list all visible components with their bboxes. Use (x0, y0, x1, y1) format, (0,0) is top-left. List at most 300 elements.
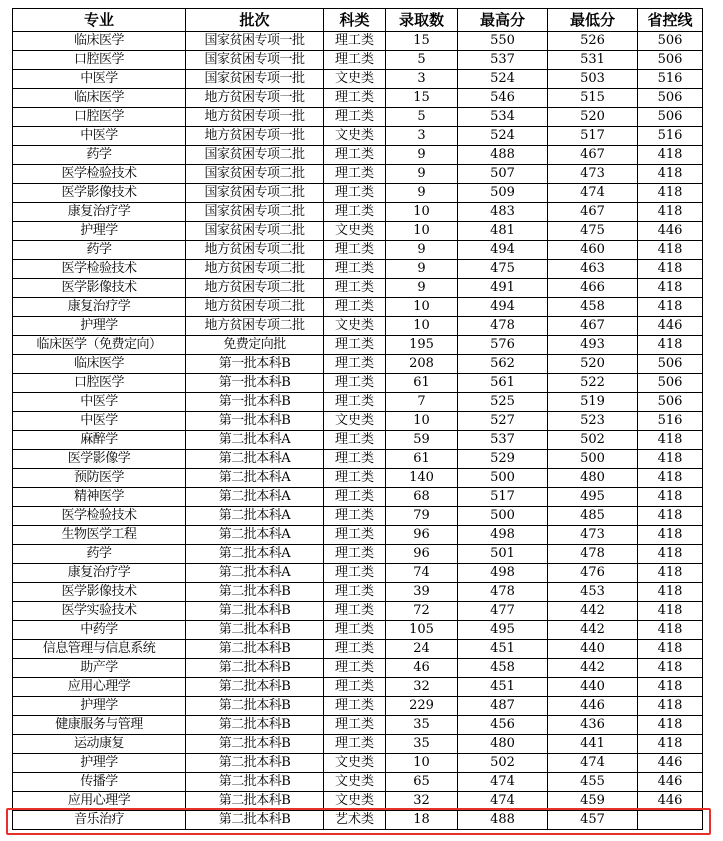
header-batch: 批次 (186, 9, 324, 32)
cell-max-score: 458 (458, 659, 548, 678)
table-row (13, 89, 703, 108)
table-row (13, 526, 703, 545)
cell-max-score: 487 (458, 697, 548, 716)
cell-min-score: 480 (548, 469, 638, 488)
cell-max-score: 474 (458, 773, 548, 792)
cell-control-line: 506 (638, 51, 703, 70)
cell-category: 理工类 (324, 336, 386, 355)
cell-major: 中医学 (13, 127, 186, 146)
cell-enrolled: 140 (386, 469, 458, 488)
cell-batch: 第二批本科B (186, 659, 324, 678)
table-row (13, 545, 703, 564)
cell-control-line: 446 (638, 754, 703, 773)
cell-major: 中医学 (13, 412, 186, 431)
cell-enrolled: 10 (386, 222, 458, 241)
table-row (13, 469, 703, 488)
table-row (13, 374, 703, 393)
cell-batch: 第二批本科A (186, 545, 324, 564)
cell-control-line: 418 (638, 165, 703, 184)
cell-min-score: 474 (548, 184, 638, 203)
cell-category: 理工类 (324, 51, 386, 70)
cell-batch: 第二批本科B (186, 678, 324, 697)
cell-batch: 第二批本科B (186, 792, 324, 811)
table-row (13, 488, 703, 507)
cell-max-score: 483 (458, 203, 548, 222)
table-row (13, 507, 703, 526)
cell-enrolled: 15 (386, 32, 458, 51)
cell-major: 药学 (13, 241, 186, 260)
cell-major: 医学影像学 (13, 450, 186, 469)
cell-enrolled: 79 (386, 507, 458, 526)
cell-control-line: 418 (638, 298, 703, 317)
cell-max-score: 481 (458, 222, 548, 241)
cell-max-score: 480 (458, 735, 548, 754)
header-max-score: 最高分 (458, 9, 548, 32)
cell-max-score: 477 (458, 602, 548, 621)
cell-enrolled: 24 (386, 640, 458, 659)
cell-control-line: 506 (638, 108, 703, 127)
cell-control-line: 446 (638, 773, 703, 792)
cell-enrolled: 96 (386, 526, 458, 545)
cell-min-score: 463 (548, 260, 638, 279)
cell-min-score: 531 (548, 51, 638, 70)
cell-enrolled: 5 (386, 108, 458, 127)
cell-max-score: 529 (458, 450, 548, 469)
table-row (13, 355, 703, 374)
cell-min-score: 466 (548, 279, 638, 298)
cell-max-score: 550 (458, 32, 548, 51)
cell-min-score: 441 (548, 735, 638, 754)
cell-max-score: 562 (458, 355, 548, 374)
cell-enrolled: 208 (386, 355, 458, 374)
cell-max-score: 501 (458, 545, 548, 564)
cell-batch: 第二批本科B (186, 811, 324, 830)
cell-max-score: 524 (458, 127, 548, 146)
cell-major: 护理学 (13, 697, 186, 716)
cell-control-line: 446 (638, 317, 703, 336)
cell-min-score: 473 (548, 526, 638, 545)
cell-batch: 地方贫困专项一批 (186, 89, 324, 108)
cell-category: 理工类 (324, 89, 386, 108)
cell-category: 理工类 (324, 393, 386, 412)
cell-batch: 第一批本科B (186, 374, 324, 393)
cell-major: 预防医学 (13, 469, 186, 488)
cell-min-score: 473 (548, 165, 638, 184)
cell-major: 临床医学 (13, 89, 186, 108)
cell-min-score: 440 (548, 678, 638, 697)
cell-max-score: 576 (458, 336, 548, 355)
cell-max-score: 524 (458, 70, 548, 89)
header-major: 专业 (13, 9, 186, 32)
cell-category: 理工类 (324, 146, 386, 165)
cell-category: 理工类 (324, 431, 386, 450)
cell-max-score: 451 (458, 678, 548, 697)
cell-category: 文史类 (324, 792, 386, 811)
cell-min-score: 478 (548, 545, 638, 564)
cell-control-line: 506 (638, 32, 703, 51)
cell-control-line: 418 (638, 678, 703, 697)
cell-min-score: 519 (548, 393, 638, 412)
cell-max-score: 534 (458, 108, 548, 127)
table-row (13, 697, 703, 716)
cell-major: 康复治疗学 (13, 298, 186, 317)
cell-category: 理工类 (324, 621, 386, 640)
cell-max-score: 537 (458, 51, 548, 70)
cell-enrolled: 32 (386, 792, 458, 811)
cell-batch: 地方贫困专项一批 (186, 108, 324, 127)
cell-major: 中医学 (13, 70, 186, 89)
cell-min-score: 467 (548, 203, 638, 222)
cell-enrolled: 61 (386, 374, 458, 393)
cell-control-line (638, 811, 703, 830)
cell-min-score: 446 (548, 697, 638, 716)
cell-category: 理工类 (324, 184, 386, 203)
cell-category: 理工类 (324, 108, 386, 127)
table-row (13, 583, 703, 602)
cell-max-score: 495 (458, 621, 548, 640)
cell-enrolled: 9 (386, 260, 458, 279)
cell-min-score: 453 (548, 583, 638, 602)
cell-enrolled: 61 (386, 450, 458, 469)
cell-min-score: 517 (548, 127, 638, 146)
cell-control-line: 418 (638, 146, 703, 165)
cell-control-line: 418 (638, 640, 703, 659)
table-row (13, 165, 703, 184)
cell-min-score: 485 (548, 507, 638, 526)
cell-major: 信息管理与信息系统 (13, 640, 186, 659)
table-row (13, 640, 703, 659)
cell-major: 传播学 (13, 773, 186, 792)
cell-control-line: 418 (638, 431, 703, 450)
cell-batch: 国家贫困专项二批 (186, 146, 324, 165)
cell-enrolled: 59 (386, 431, 458, 450)
cell-enrolled: 65 (386, 773, 458, 792)
cell-major: 医学影像技术 (13, 583, 186, 602)
cell-control-line: 418 (638, 545, 703, 564)
cell-max-score: 494 (458, 241, 548, 260)
cell-batch: 第二批本科B (186, 716, 324, 735)
cell-major: 药学 (13, 146, 186, 165)
cell-min-score: 467 (548, 317, 638, 336)
cell-min-score: 476 (548, 564, 638, 583)
cell-batch: 地方贫困专项二批 (186, 260, 324, 279)
cell-major: 医学检验技术 (13, 165, 186, 184)
cell-category: 理工类 (324, 32, 386, 51)
cell-category: 理工类 (324, 488, 386, 507)
cell-control-line: 506 (638, 374, 703, 393)
cell-category: 理工类 (324, 716, 386, 735)
cell-control-line: 418 (638, 526, 703, 545)
table-row (13, 70, 703, 89)
cell-min-score: 458 (548, 298, 638, 317)
cell-control-line: 418 (638, 583, 703, 602)
cell-enrolled: 105 (386, 621, 458, 640)
cell-control-line: 418 (638, 621, 703, 640)
cell-max-score: 488 (458, 146, 548, 165)
cell-category: 理工类 (324, 640, 386, 659)
cell-category: 理工类 (324, 203, 386, 222)
table-row (13, 241, 703, 260)
cell-control-line: 418 (638, 716, 703, 735)
table-row (13, 450, 703, 469)
header-control-line: 省控线 (638, 9, 703, 32)
cell-category: 理工类 (324, 583, 386, 602)
cell-category: 文史类 (324, 412, 386, 431)
cell-major: 医学实验技术 (13, 602, 186, 621)
cell-category: 理工类 (324, 298, 386, 317)
cell-major: 药学 (13, 545, 186, 564)
cell-control-line: 516 (638, 70, 703, 89)
table-row (13, 203, 703, 222)
cell-batch: 第二批本科B (186, 754, 324, 773)
table-row (13, 298, 703, 317)
cell-enrolled: 9 (386, 184, 458, 203)
cell-category: 理工类 (324, 355, 386, 374)
cell-batch: 国家贫困专项二批 (186, 203, 324, 222)
cell-major: 健康服务与管理 (13, 716, 186, 735)
cell-major: 医学检验技术 (13, 507, 186, 526)
cell-major: 护理学 (13, 754, 186, 773)
cell-enrolled: 3 (386, 70, 458, 89)
cell-max-score: 527 (458, 412, 548, 431)
cell-max-score: 494 (458, 298, 548, 317)
cell-max-score: 498 (458, 526, 548, 545)
cell-min-score: 455 (548, 773, 638, 792)
cell-major: 医学影像技术 (13, 279, 186, 298)
cell-batch: 第二批本科A (186, 488, 324, 507)
cell-enrolled: 46 (386, 659, 458, 678)
cell-min-score: 495 (548, 488, 638, 507)
cell-batch: 第二批本科B (186, 773, 324, 792)
table-row (13, 431, 703, 450)
cell-category: 理工类 (324, 450, 386, 469)
cell-enrolled: 3 (386, 127, 458, 146)
cell-max-score: 500 (458, 469, 548, 488)
cell-category: 文史类 (324, 70, 386, 89)
cell-enrolled: 195 (386, 336, 458, 355)
cell-control-line: 418 (638, 488, 703, 507)
cell-max-score: 474 (458, 792, 548, 811)
cell-major: 医学检验技术 (13, 260, 186, 279)
table-body (13, 32, 703, 830)
cell-min-score: 502 (548, 431, 638, 450)
cell-max-score: 525 (458, 393, 548, 412)
cell-min-score: 520 (548, 108, 638, 127)
table-row (13, 317, 703, 336)
cell-control-line: 418 (638, 203, 703, 222)
cell-batch: 免费定向批 (186, 336, 324, 355)
cell-batch: 国家贫困专项一批 (186, 32, 324, 51)
cell-major: 护理学 (13, 222, 186, 241)
cell-enrolled: 9 (386, 241, 458, 260)
table-row (13, 279, 703, 298)
cell-category: 理工类 (324, 260, 386, 279)
cell-enrolled: 7 (386, 393, 458, 412)
cell-max-score: 507 (458, 165, 548, 184)
cell-major: 临床医学 (13, 355, 186, 374)
cell-batch: 国家贫困专项二批 (186, 184, 324, 203)
cell-major: 口腔医学 (13, 374, 186, 393)
cell-category: 理工类 (324, 735, 386, 754)
cell-batch: 地方贫困专项二批 (186, 298, 324, 317)
cell-category: 理工类 (324, 241, 386, 260)
cell-batch: 地方贫困专项二批 (186, 317, 324, 336)
cell-min-score: 459 (548, 792, 638, 811)
cell-batch: 第一批本科B (186, 412, 324, 431)
admission-score-table (12, 8, 703, 830)
table-row (13, 792, 703, 811)
cell-major: 中医学 (13, 393, 186, 412)
cell-min-score: 503 (548, 70, 638, 89)
cell-control-line: 506 (638, 393, 703, 412)
cell-category: 理工类 (324, 469, 386, 488)
cell-max-score: 478 (458, 583, 548, 602)
table-header-row (13, 9, 703, 32)
table-row (13, 412, 703, 431)
cell-min-score: 500 (548, 450, 638, 469)
cell-enrolled: 35 (386, 716, 458, 735)
cell-major: 精神医学 (13, 488, 186, 507)
cell-major: 音乐治疗 (13, 811, 186, 830)
cell-enrolled: 39 (386, 583, 458, 602)
cell-max-score: 517 (458, 488, 548, 507)
cell-batch: 地方贫困专项二批 (186, 241, 324, 260)
cell-control-line: 418 (638, 659, 703, 678)
cell-major: 口腔医学 (13, 108, 186, 127)
table-row (13, 222, 703, 241)
cell-major: 生物医学工程 (13, 526, 186, 545)
cell-control-line: 446 (638, 792, 703, 811)
table-row (13, 336, 703, 355)
cell-min-score: 442 (548, 602, 638, 621)
cell-enrolled: 10 (386, 412, 458, 431)
cell-category: 文史类 (324, 127, 386, 146)
cell-major: 康复治疗学 (13, 203, 186, 222)
cell-category: 理工类 (324, 659, 386, 678)
cell-max-score: 546 (458, 89, 548, 108)
cell-max-score: 500 (458, 507, 548, 526)
cell-enrolled: 10 (386, 203, 458, 222)
table-row (13, 773, 703, 792)
table-row (13, 659, 703, 678)
cell-category: 理工类 (324, 374, 386, 393)
header-enrolled: 录取数 (386, 9, 458, 32)
cell-max-score: 537 (458, 431, 548, 450)
cell-enrolled: 9 (386, 146, 458, 165)
cell-control-line: 418 (638, 564, 703, 583)
cell-control-line: 418 (638, 507, 703, 526)
cell-min-score: 474 (548, 754, 638, 773)
cell-min-score: 515 (548, 89, 638, 108)
cell-enrolled: 18 (386, 811, 458, 830)
cell-category: 文史类 (324, 222, 386, 241)
cell-batch: 第一批本科B (186, 393, 324, 412)
cell-category: 文史类 (324, 754, 386, 773)
cell-control-line: 418 (638, 602, 703, 621)
cell-control-line: 418 (638, 184, 703, 203)
cell-min-score: 493 (548, 336, 638, 355)
cell-batch: 第二批本科A (186, 450, 324, 469)
cell-category: 理工类 (324, 526, 386, 545)
cell-batch: 第二批本科A (186, 469, 324, 488)
cell-control-line: 506 (638, 355, 703, 374)
cell-control-line: 418 (638, 697, 703, 716)
cell-batch: 第二批本科A (186, 431, 324, 450)
table-row (13, 146, 703, 165)
cell-major: 麻醉学 (13, 431, 186, 450)
cell-batch: 第二批本科B (186, 602, 324, 621)
cell-max-score: 456 (458, 716, 548, 735)
table-row (13, 108, 703, 127)
table-row (13, 602, 703, 621)
cell-control-line: 418 (638, 279, 703, 298)
cell-batch: 第二批本科A (186, 507, 324, 526)
cell-enrolled: 10 (386, 754, 458, 773)
cell-major: 中药学 (13, 621, 186, 640)
cell-control-line: 418 (638, 469, 703, 488)
table-row (13, 621, 703, 640)
cell-category: 文史类 (324, 773, 386, 792)
cell-batch: 第二批本科B (186, 640, 324, 659)
cell-batch: 国家贫困专项一批 (186, 70, 324, 89)
cell-max-score: 498 (458, 564, 548, 583)
cell-batch: 国家贫困专项一批 (186, 51, 324, 70)
cell-min-score: 526 (548, 32, 638, 51)
cell-category: 理工类 (324, 564, 386, 583)
cell-enrolled: 15 (386, 89, 458, 108)
cell-batch: 第二批本科A (186, 564, 324, 583)
header-category: 科类 (324, 9, 386, 32)
cell-category: 理工类 (324, 507, 386, 526)
cell-max-score: 491 (458, 279, 548, 298)
cell-major: 康复治疗学 (13, 564, 186, 583)
cell-enrolled: 9 (386, 165, 458, 184)
cell-max-score: 502 (458, 754, 548, 773)
cell-min-score: 475 (548, 222, 638, 241)
cell-batch: 国家贫困专项二批 (186, 165, 324, 184)
cell-max-score: 475 (458, 260, 548, 279)
admission-table-container (12, 8, 703, 830)
cell-batch: 第二批本科B (186, 583, 324, 602)
cell-batch: 地方贫困专项一批 (186, 127, 324, 146)
cell-max-score: 561 (458, 374, 548, 393)
table-row (13, 127, 703, 146)
table-row (13, 184, 703, 203)
cell-control-line: 418 (638, 735, 703, 754)
cell-major: 医学影像技术 (13, 184, 186, 203)
cell-min-score: 520 (548, 355, 638, 374)
cell-category: 艺术类 (324, 811, 386, 830)
cell-enrolled: 74 (386, 564, 458, 583)
cell-category: 理工类 (324, 165, 386, 184)
cell-major: 口腔医学 (13, 51, 186, 70)
cell-batch: 第一批本科B (186, 355, 324, 374)
cell-category: 文史类 (324, 317, 386, 336)
cell-control-line: 418 (638, 450, 703, 469)
cell-batch: 国家贫困专项二批 (186, 222, 324, 241)
cell-max-score: 478 (458, 317, 548, 336)
cell-major: 助产学 (13, 659, 186, 678)
cell-enrolled: 35 (386, 735, 458, 754)
cell-batch: 第二批本科B (186, 735, 324, 754)
cell-max-score: 451 (458, 640, 548, 659)
cell-control-line: 418 (638, 241, 703, 260)
cell-enrolled: 32 (386, 678, 458, 697)
cell-min-score: 440 (548, 640, 638, 659)
cell-category: 理工类 (324, 697, 386, 716)
cell-control-line: 418 (638, 260, 703, 279)
table-row (13, 393, 703, 412)
